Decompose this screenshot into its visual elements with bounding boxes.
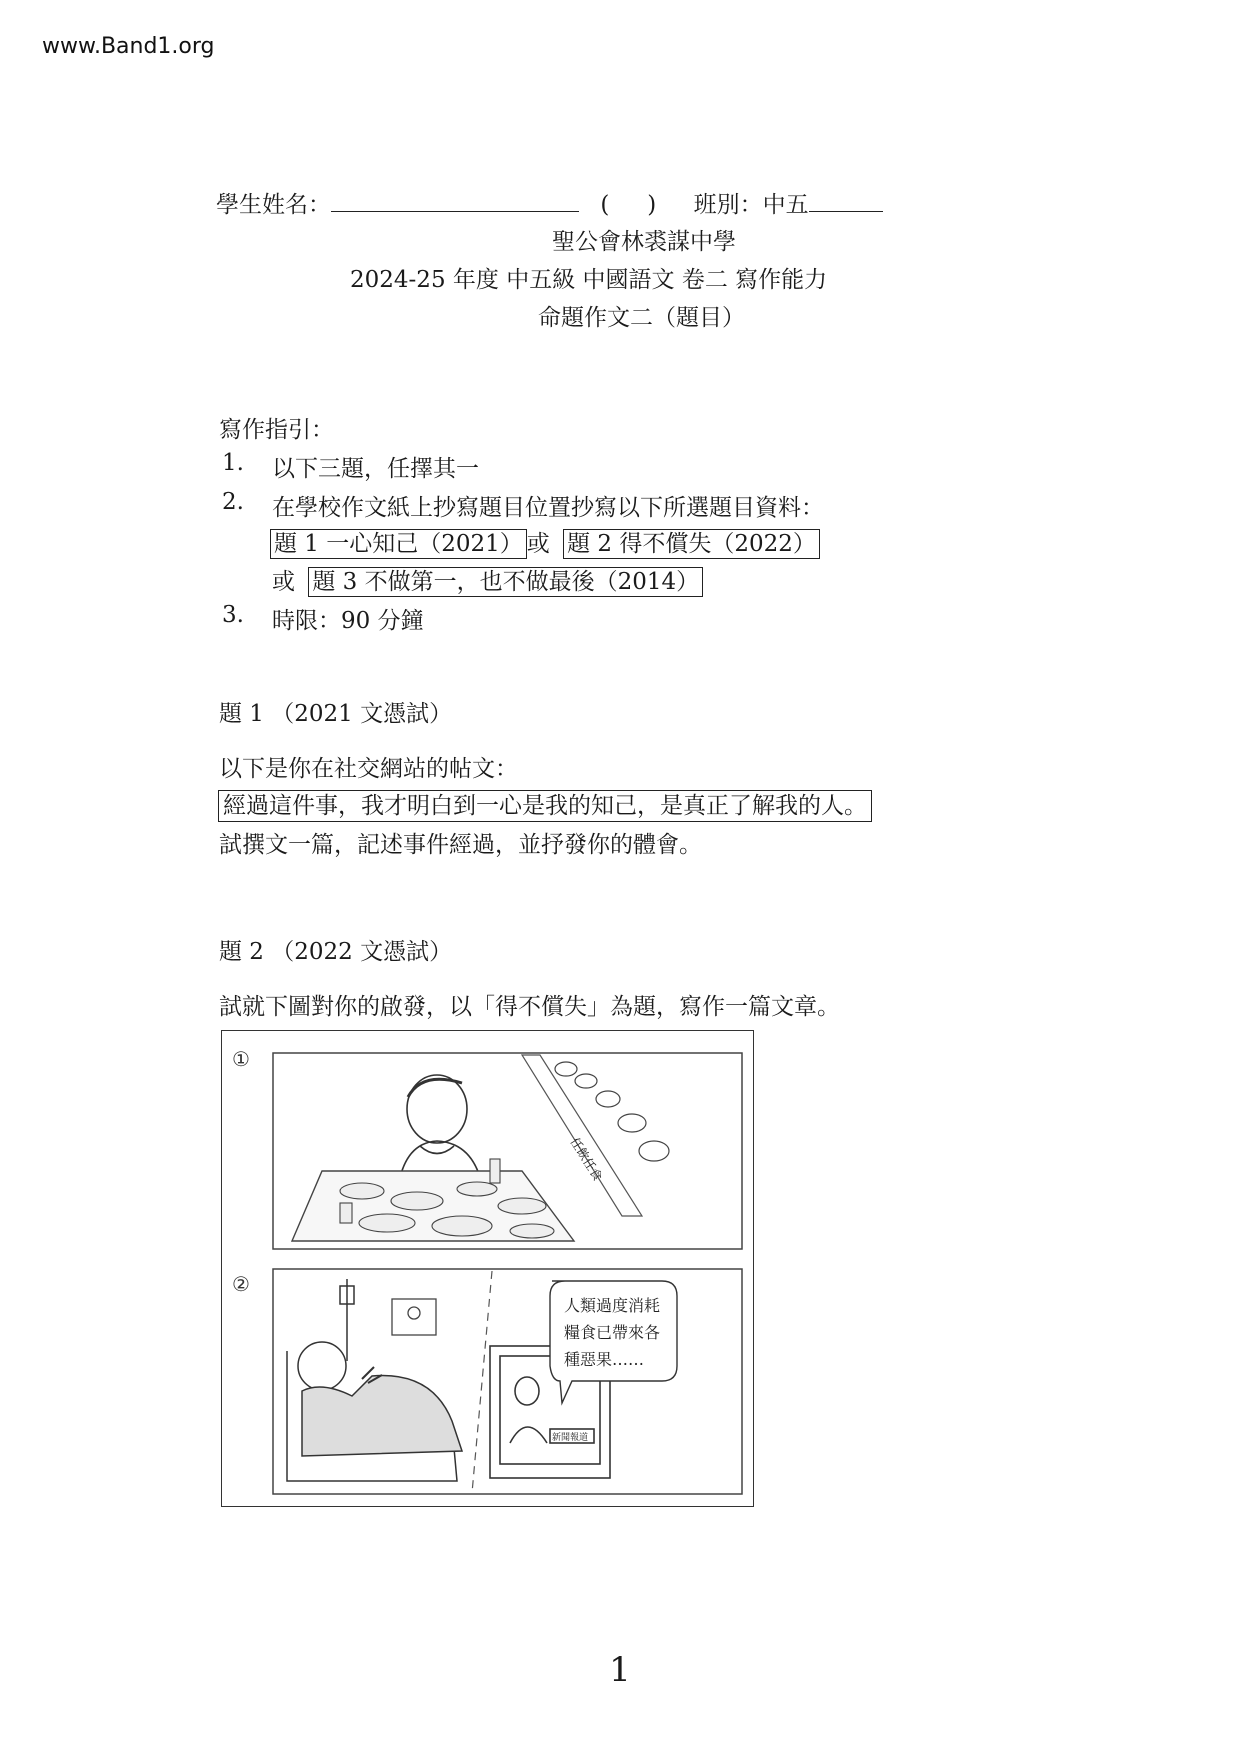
q2-task: 試就下圖對你的啟發，以「得不償失」為題，寫作一篇文章。: [219, 994, 840, 1020]
speech-line-2: 糧食已帶來各: [564, 1323, 661, 1342]
speech-line-1: 人類過度消耗: [564, 1296, 661, 1315]
panel-1-number: ①: [232, 1047, 250, 1071]
q1-quote-wrap: [218, 787, 872, 820]
topic-2-box: 題 2 得不償失（2022）: [563, 529, 820, 559]
q2-heading: 題 2 （2022 文憑試）: [219, 939, 453, 965]
class-label: 班別：中五: [693, 192, 809, 218]
q1-intro: 以下是你在社交網站的帖文：: [219, 756, 518, 782]
panel-divider: [472, 1271, 492, 1493]
guide-item-2-num: 2.: [222, 489, 244, 515]
panel-2-number: ②: [232, 1272, 250, 1296]
paren-close: ): [647, 192, 657, 218]
q1-task: 試撰文一篇，記述事件經過，並抒發你的體會。: [219, 832, 702, 858]
guide-item-3: 時限：90 分鐘: [272, 608, 424, 634]
guide-item-1: 以下三題，任擇其一: [272, 456, 479, 482]
page-number: 1: [609, 1650, 631, 1690]
topic-3-box: 題 3 不做第一，也不做最後（2014）: [308, 567, 703, 597]
site-url: www.Band1.org: [42, 34, 215, 59]
guide-item-3-num: 3.: [222, 602, 244, 628]
wall-tv: [392, 1299, 436, 1335]
or-label-2: 或: [272, 569, 295, 595]
school-name: 聖公會林裘謀中學: [552, 229, 736, 255]
q1-quote: 經過這件事，我才明白到一心是我的知己，是真正了解我的人。: [218, 790, 872, 822]
topic-box-row-1: [270, 525, 820, 558]
q1-heading: 題 1 （2021 文憑試）: [219, 701, 453, 727]
name-blank: [331, 210, 579, 212]
paren-open: (: [600, 192, 610, 218]
banner-strip: [522, 1055, 642, 1216]
guide-heading: 寫作指引：: [219, 417, 334, 443]
tv-caption: 新聞報道: [552, 1433, 589, 1443]
speech-line-3: 種惡果……: [564, 1350, 645, 1369]
cartoon-frame: [221, 1030, 754, 1507]
guide-item-1-num: 1.: [222, 450, 244, 476]
exam-title: 2024-25 年度 中五級 中國語文 卷二 寫作能力: [350, 267, 828, 293]
class-blank: [809, 210, 883, 212]
name-label: 學生姓名：: [216, 192, 331, 218]
topic-1-box: 題 1 一心知己（2021）: [270, 529, 527, 559]
name-line: [216, 186, 883, 219]
paper-subtitle: 命題作文二（題目）: [538, 305, 745, 331]
banner-label: 任飲任食: [567, 1135, 605, 1184]
topic-box-row-2: [272, 563, 703, 596]
cartoon-illustration: [222, 1031, 753, 1506]
guide-item-2: 在學校作文紙上抄寫題目位置抄寫以下所選題目資料：: [272, 495, 824, 521]
or-label: 或: [526, 531, 550, 557]
